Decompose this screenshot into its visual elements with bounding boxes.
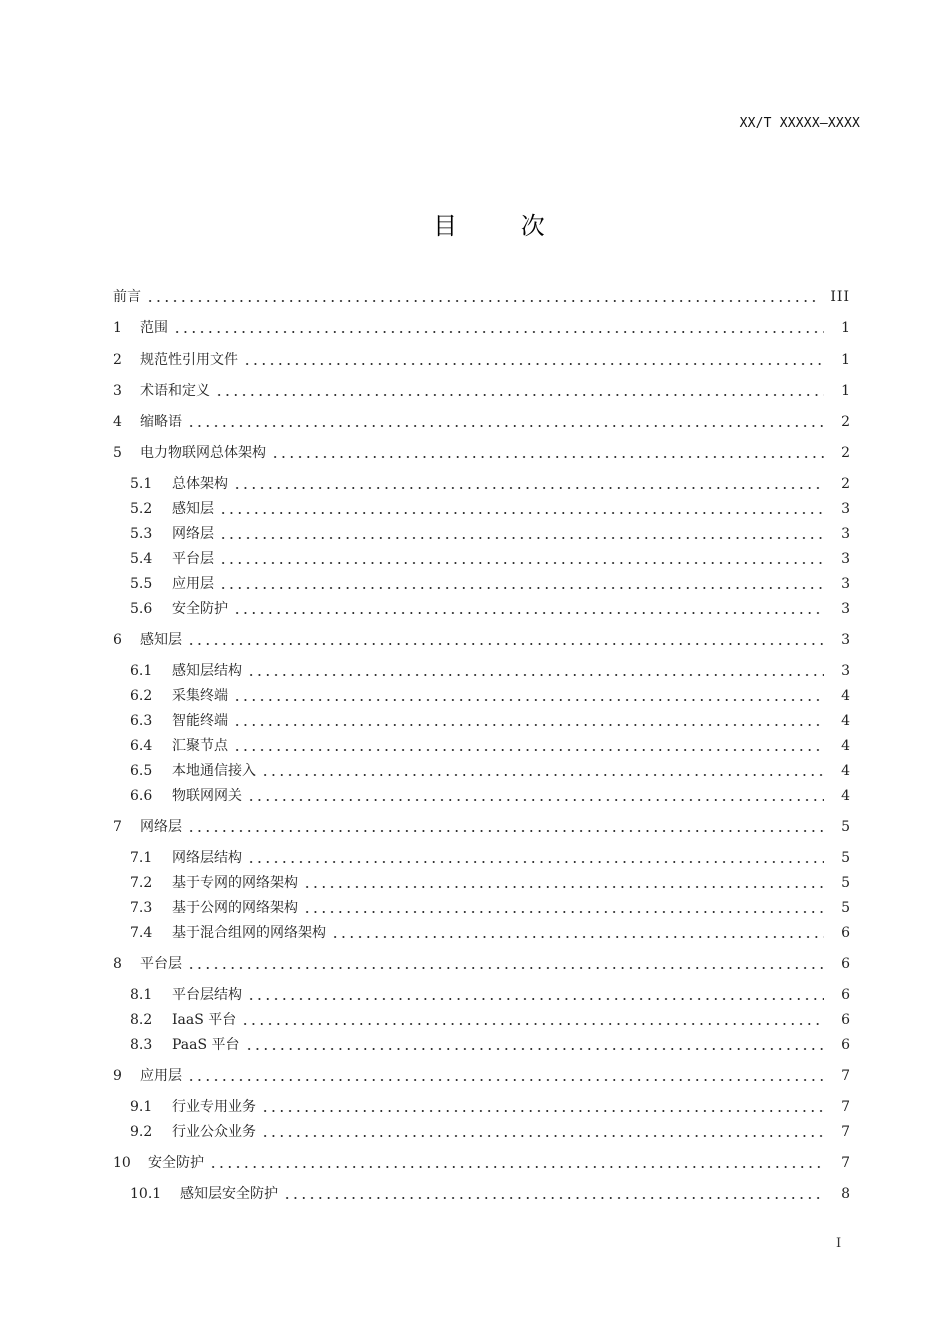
toc-label: 感知层安全防护 bbox=[180, 1186, 278, 1202]
toc-page-number: 4 bbox=[841, 713, 850, 729]
toc-page-number: 2 bbox=[841, 414, 850, 430]
toc-label: 行业专用业务 bbox=[172, 1099, 256, 1115]
toc-page-number: 3 bbox=[841, 501, 850, 517]
toc-page-number: 2 bbox=[841, 476, 850, 492]
toc-label: 基于混合组网的网络架构 bbox=[172, 925, 326, 941]
dot-leader bbox=[259, 761, 828, 781]
dot-leader bbox=[217, 574, 828, 594]
toc-number: 7.2 bbox=[130, 875, 153, 891]
toc-label: 应用层 bbox=[172, 576, 214, 592]
toc-number: 1 bbox=[113, 320, 122, 336]
toc-label: 网络层 bbox=[140, 819, 182, 835]
toc-entry[interactable] bbox=[113, 412, 850, 432]
toc-label: 规范性引用文件 bbox=[140, 352, 238, 368]
toc-number: 8 bbox=[113, 956, 122, 972]
toc-label: 网络层 bbox=[172, 526, 214, 542]
toc-label: 缩略语 bbox=[140, 414, 182, 430]
toc-label: PaaS 平台 bbox=[172, 1037, 240, 1053]
toc-page-number: 4 bbox=[841, 788, 850, 804]
toc-page-number: 8 bbox=[841, 1186, 850, 1202]
toc-subentry[interactable] bbox=[130, 474, 850, 494]
toc-label: IaaS 平台 bbox=[172, 1012, 237, 1028]
dot-leader bbox=[231, 474, 828, 494]
toc-entry[interactable] bbox=[113, 954, 850, 974]
dot-leader bbox=[301, 873, 828, 893]
dot-leader bbox=[301, 898, 828, 918]
toc-label: 应用层 bbox=[140, 1068, 182, 1084]
toc-subentry[interactable] bbox=[130, 1010, 850, 1030]
toc-number: 6.1 bbox=[130, 663, 153, 679]
toc-page-number: 3 bbox=[841, 663, 850, 679]
toc-entry[interactable] bbox=[113, 287, 850, 307]
toc-number: 5.5 bbox=[130, 576, 153, 592]
dot-leader bbox=[231, 711, 828, 731]
dot-leader bbox=[245, 848, 828, 868]
toc-subentry[interactable] bbox=[130, 686, 850, 706]
toc-subentry[interactable] bbox=[130, 873, 850, 893]
toc-number: 9 bbox=[113, 1068, 122, 1084]
toc-subentry[interactable] bbox=[130, 985, 850, 1005]
toc-label: 安全防护 bbox=[148, 1155, 204, 1171]
toc-entry[interactable] bbox=[113, 350, 850, 370]
toc-entry[interactable] bbox=[113, 443, 850, 463]
toc-subentry[interactable] bbox=[130, 524, 850, 544]
toc-label: 感知层结构 bbox=[172, 663, 242, 679]
dot-leader bbox=[281, 1184, 828, 1204]
toc-number: 6.4 bbox=[130, 738, 153, 754]
page-title: 目 次 bbox=[433, 212, 573, 240]
toc-page-number: 5 bbox=[841, 850, 850, 866]
dot-leader bbox=[185, 817, 828, 837]
toc-subentry[interactable] bbox=[130, 923, 850, 943]
dot-leader bbox=[213, 381, 828, 401]
toc-number: 8.3 bbox=[130, 1037, 153, 1053]
toc-number: 6.5 bbox=[130, 763, 153, 779]
dot-leader bbox=[329, 923, 828, 943]
toc-entry[interactable] bbox=[113, 630, 850, 650]
toc-number: 5.2 bbox=[130, 501, 153, 517]
toc-page-number: 3 bbox=[841, 526, 850, 542]
dot-leader bbox=[245, 786, 828, 806]
toc-number: 9.2 bbox=[130, 1124, 153, 1140]
toc-page-number: 7 bbox=[841, 1155, 850, 1171]
toc-page-number: 4 bbox=[841, 763, 850, 779]
toc-number: 5.6 bbox=[130, 601, 153, 617]
dot-leader bbox=[171, 318, 828, 338]
toc-number: 9.1 bbox=[130, 1099, 153, 1115]
toc-label: 行业公众业务 bbox=[172, 1124, 256, 1140]
toc-label: 基于专网的网络架构 bbox=[172, 875, 298, 891]
dot-leader bbox=[231, 736, 828, 756]
document-code: XX/T XXXXX—XXXX bbox=[739, 116, 860, 131]
toc-subentry[interactable] bbox=[130, 761, 850, 781]
toc-label: 范围 bbox=[140, 320, 168, 336]
toc-number: 4 bbox=[113, 414, 122, 430]
toc-number: 5 bbox=[113, 445, 122, 461]
toc-entry[interactable] bbox=[113, 1066, 850, 1086]
dot-leader bbox=[185, 1066, 828, 1086]
dot-leader bbox=[217, 549, 828, 569]
toc-number: 6 bbox=[113, 632, 122, 648]
toc-label: 平台层 bbox=[140, 956, 182, 972]
dot-leader bbox=[231, 686, 828, 706]
toc-entry[interactable] bbox=[113, 817, 850, 837]
dot-leader bbox=[185, 954, 828, 974]
dot-leader bbox=[269, 443, 828, 463]
toc-number: 6.6 bbox=[130, 788, 153, 804]
toc-page-number: 6 bbox=[841, 1037, 850, 1053]
toc-page-number: 5 bbox=[841, 900, 850, 916]
toc-page-number: 6 bbox=[841, 987, 850, 1003]
toc-page-number: 6 bbox=[841, 1012, 850, 1028]
toc-number: 5.1 bbox=[130, 476, 153, 492]
dot-leader bbox=[245, 661, 828, 681]
toc-label: 网络层结构 bbox=[172, 850, 242, 866]
footer-page-number: I bbox=[836, 1236, 842, 1251]
toc-label: 平台层结构 bbox=[172, 987, 242, 1003]
toc-page-number: 7 bbox=[841, 1099, 850, 1115]
dot-leader bbox=[239, 1010, 828, 1030]
toc-page-number: 2 bbox=[841, 445, 850, 461]
dot-leader bbox=[259, 1097, 828, 1117]
toc-label: 电力物联网总体架构 bbox=[140, 445, 266, 461]
toc-number: 7.1 bbox=[130, 850, 153, 866]
toc-subentry[interactable] bbox=[130, 599, 850, 619]
toc-label: 术语和定义 bbox=[140, 383, 210, 399]
dot-leader bbox=[231, 599, 828, 619]
toc-subentry[interactable] bbox=[130, 736, 850, 756]
dot-leader bbox=[241, 350, 828, 370]
toc-number: 6.2 bbox=[130, 688, 153, 704]
toc-page-number: 3 bbox=[841, 551, 850, 567]
toc-label: 安全防护 bbox=[172, 601, 228, 617]
toc-subentry[interactable] bbox=[130, 574, 850, 594]
toc-page-number: 3 bbox=[841, 576, 850, 592]
toc-number: 7 bbox=[113, 819, 122, 835]
toc-page-number: 4 bbox=[841, 738, 850, 754]
dot-leader bbox=[185, 630, 828, 650]
dot-leader bbox=[144, 287, 820, 307]
toc-label: 智能终端 bbox=[172, 713, 228, 729]
toc-page-number: 1 bbox=[841, 383, 850, 399]
toc-page-number: 1 bbox=[841, 352, 850, 368]
toc-page-number: 7 bbox=[841, 1124, 850, 1140]
dot-leader bbox=[243, 1035, 828, 1055]
toc-subentry[interactable] bbox=[130, 711, 850, 731]
dot-leader bbox=[245, 985, 828, 1005]
toc-page-number: 7 bbox=[841, 1068, 850, 1084]
toc-subentry[interactable] bbox=[130, 549, 850, 569]
toc-number: 3 bbox=[113, 383, 122, 399]
dot-leader bbox=[185, 412, 828, 432]
toc-subentry[interactable] bbox=[130, 1122, 850, 1142]
toc-label: 感知层 bbox=[172, 501, 214, 517]
toc-subentry[interactable] bbox=[130, 661, 850, 681]
dot-leader bbox=[259, 1122, 828, 1142]
toc-subentry[interactable] bbox=[130, 1097, 850, 1117]
toc-label: 平台层 bbox=[172, 551, 214, 567]
toc-subentry[interactable] bbox=[130, 1184, 850, 1204]
toc-number: 8.1 bbox=[130, 987, 153, 1003]
toc-page-number: 3 bbox=[841, 632, 850, 648]
toc-number: 7.3 bbox=[130, 900, 153, 916]
toc-page-number: 4 bbox=[841, 688, 850, 704]
toc-subentry[interactable] bbox=[130, 786, 850, 806]
toc-label: 采集终端 bbox=[172, 688, 228, 704]
toc-page-number: 6 bbox=[841, 925, 850, 941]
toc-number: 10.1 bbox=[130, 1186, 162, 1202]
toc-label: 总体架构 bbox=[172, 476, 228, 492]
toc-number: 10 bbox=[113, 1155, 131, 1171]
toc-subentry[interactable] bbox=[130, 848, 850, 868]
toc-label: 前言 bbox=[113, 289, 141, 305]
toc-number: 6.3 bbox=[130, 713, 153, 729]
toc-label: 物联网网关 bbox=[172, 788, 242, 804]
dot-leader bbox=[217, 524, 828, 544]
toc-label: 本地通信接入 bbox=[172, 763, 256, 779]
toc-label: 基于公网的网络架构 bbox=[172, 900, 298, 916]
dot-leader bbox=[217, 499, 828, 519]
toc-subentry[interactable] bbox=[130, 898, 850, 918]
dot-leader bbox=[207, 1153, 828, 1173]
toc-number: 2 bbox=[113, 352, 122, 368]
toc-number: 8.2 bbox=[130, 1012, 153, 1028]
toc-page-number: 3 bbox=[841, 601, 850, 617]
toc-label: 汇聚节点 bbox=[172, 738, 228, 754]
toc-subentry[interactable] bbox=[130, 1035, 850, 1055]
toc-number: 5.3 bbox=[130, 526, 153, 542]
toc-subentry[interactable] bbox=[130, 499, 850, 519]
toc-page-number: III bbox=[830, 289, 850, 305]
toc-number: 7.4 bbox=[130, 925, 153, 941]
toc-entry[interactable] bbox=[113, 318, 850, 338]
toc-entry[interactable] bbox=[113, 381, 850, 401]
toc-label: 感知层 bbox=[140, 632, 182, 648]
toc-entry[interactable] bbox=[113, 1153, 850, 1173]
toc-page-number: 6 bbox=[841, 956, 850, 972]
toc-number: 5.4 bbox=[130, 551, 153, 567]
toc-page-number: 5 bbox=[841, 875, 850, 891]
toc-page-number: 5 bbox=[841, 819, 850, 835]
toc-page-number: 1 bbox=[841, 320, 850, 336]
